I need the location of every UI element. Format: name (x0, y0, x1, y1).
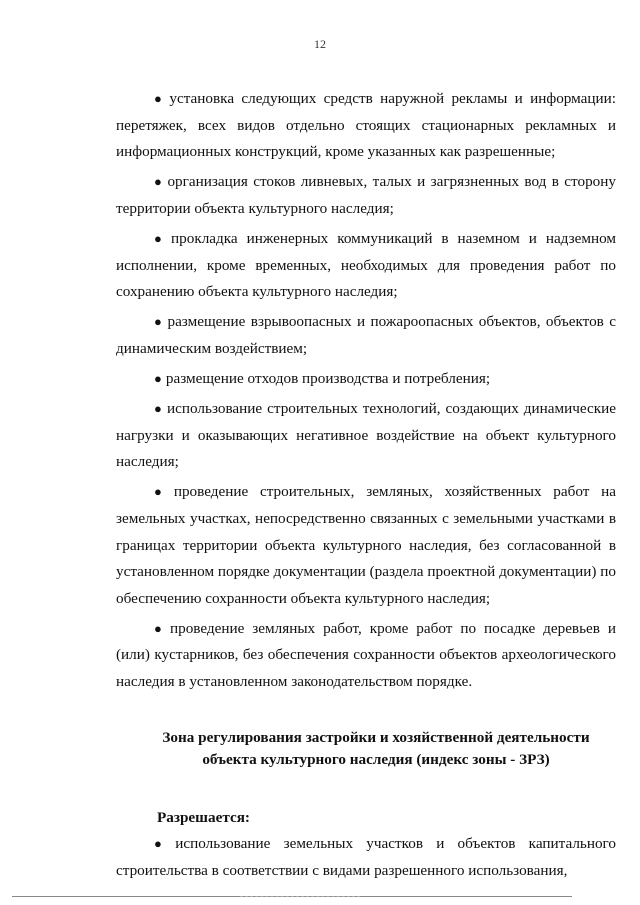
bullet-icon: ● (154, 314, 164, 330)
zone-heading-line2: объекта культурного наследия (индекс зоны - ЗРЗ) (202, 750, 550, 768)
bullet-icon: ● (154, 91, 166, 106)
zone-heading-line1: Зона регулирования застройки и хозяйственной деятельности (162, 728, 590, 746)
list-item: ● прокладка инженерных коммуникаций в наземном и надземном исполнении, кроме временных, необходимых для проведения работ по сохранению объекта культурного наследия; (116, 229, 616, 301)
bullet-icon: ● (154, 620, 166, 636)
allowed-label: Разрешается: (157, 808, 250, 826)
footer-divider-dashed (240, 896, 360, 897)
bullet-icon: ● (154, 174, 164, 190)
bullet-icon: ● (154, 836, 172, 852)
list-item: ● проведение строительных, земляных, хозяйственных работ на земельных участках, непосредственно связанных с земельными участками в границах территории объекта культурного наследия, без согласованной в установленном порядке документации (раздела проектной документации) по обеспечению сохранности объекта культурного наследия; (116, 483, 616, 607)
list-item: ● размещение отходов производства и потребления; (154, 369, 491, 387)
bullet-icon: ● (154, 401, 164, 417)
list-item: ● проведение земляных работ, кроме работ по посадке деревьев и (или) кустарников, без обеспечения сохранности объектов археологического наследия в установленном законодательством порядке. (116, 619, 616, 690)
document-body (116, 86, 616, 888)
allowed-list-item: ● использование земельных участков и объектов капитального строительства в соответствии с видами разрешенного использования, (116, 835, 616, 879)
page-number: 12 (314, 37, 326, 51)
list-item: ● установка следующих средств наружной рекламы и информации: перетяжек, всех видов отдельно стоящих стационарных рекламных и информационных конструкций, кроме указанных как разрешенные; (116, 90, 616, 161)
bullet-icon: ● (154, 370, 162, 386)
bullet-icon: ● (154, 230, 168, 246)
bullet-icon: ● (154, 484, 170, 500)
list-item: ● организация стоков ливневых, талых и загрязненных вод в сторону территории объекта культурного наследия; (116, 173, 616, 217)
zone-heading (116, 727, 616, 771)
list-item: ● размещение взрывоопасных и пожароопасных объектов, объектов с динамическим воздействием; (116, 313, 616, 357)
list-item: ● использование строительных технологий, создающих динамические нагрузки и оказывающих негативное воздействие на объект культурного наследия; (116, 400, 616, 471)
